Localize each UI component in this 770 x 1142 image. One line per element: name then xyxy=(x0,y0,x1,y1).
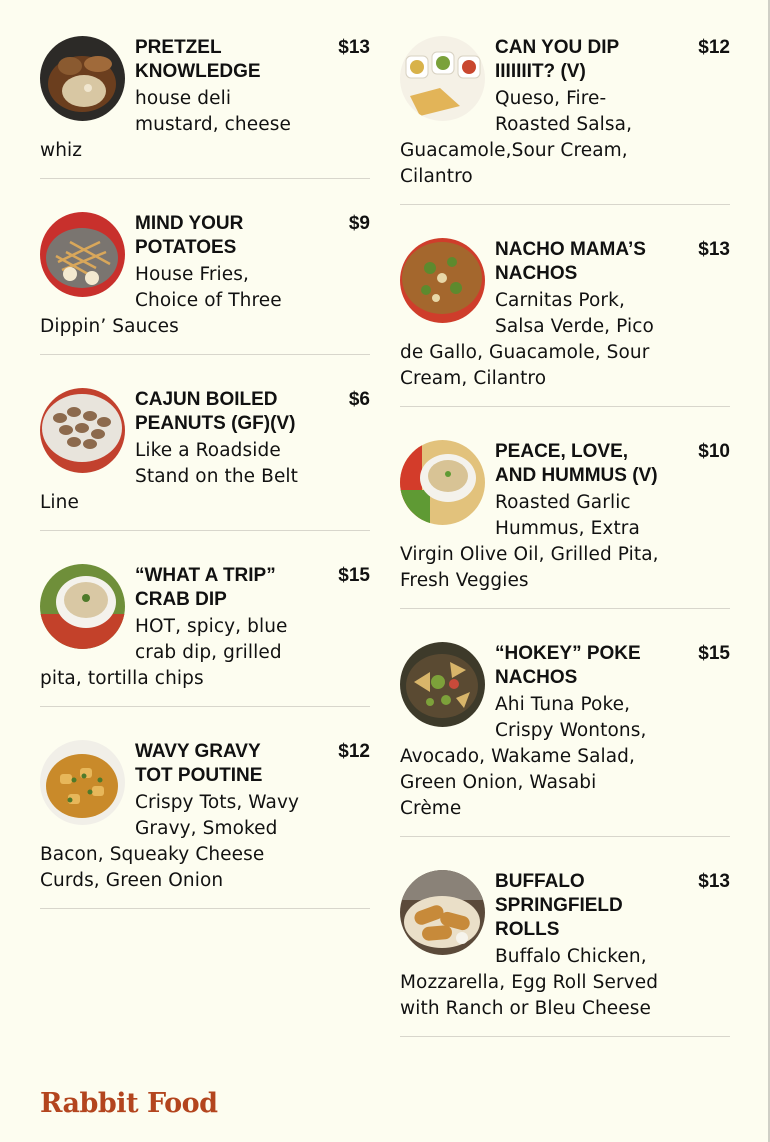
item-description: Like a Roadside Stand on the Belt Line xyxy=(40,440,299,513)
menu-item xyxy=(40,212,370,355)
item-price: $9 xyxy=(348,213,370,234)
poke-nachos-photo-icon xyxy=(400,642,485,727)
item-price: $13 xyxy=(338,37,370,58)
menu-item xyxy=(40,36,370,179)
menu-item xyxy=(40,564,370,707)
item-name: CAJUN BOILED PEANUTS (GF)(V) xyxy=(135,389,296,434)
item-name: WAVY GRAVY TOT POUTINE xyxy=(135,741,263,786)
menu-column-right xyxy=(400,36,730,1070)
item-description: HOT, spicy, blue crab dip, grilled pita, tortilla chips xyxy=(40,616,288,689)
item-price: $12 xyxy=(698,37,730,58)
dips-photo-icon xyxy=(400,36,485,121)
menu-item xyxy=(40,388,370,531)
item-description: Roasted Garlic Hummus, Extra Virgin Olive Oil, Grilled Pita, Fresh Veggies xyxy=(400,492,659,591)
menu-item xyxy=(400,238,730,407)
item-price: $10 xyxy=(698,441,730,462)
item-price: $6 xyxy=(348,389,370,410)
peanuts-photo-icon xyxy=(40,388,125,473)
poutine-photo-icon xyxy=(40,740,125,825)
menu-item xyxy=(400,642,730,837)
item-description: Crispy Tots, Wavy Gravy, Smoked Bacon, Squeaky Cheese Curds, Green Onion xyxy=(40,792,300,891)
egg-rolls-photo-icon xyxy=(400,870,485,955)
item-price: $12 xyxy=(338,741,370,762)
menu-column-left xyxy=(40,36,370,942)
hummus-photo-icon xyxy=(400,440,485,525)
crab-dip-photo-icon xyxy=(40,564,125,649)
item-description: Queso, Fire-Roasted Salsa, Guacamole,Sour Cream, Cilantro xyxy=(400,88,633,187)
item-description: Carnitas Pork, Salsa Verde, Pico de Gallo, Guacamole, Sour Cream, Cilantro xyxy=(400,290,654,389)
nachos-photo-icon xyxy=(400,238,485,323)
menu-item xyxy=(400,36,730,205)
item-name: “HOKEY” POKE NACHOS xyxy=(495,643,641,688)
menu-item xyxy=(400,870,730,1037)
section-title: Rabbit Food xyxy=(40,1088,218,1119)
pretzel-photo-icon xyxy=(40,36,125,121)
item-price: $13 xyxy=(698,239,730,260)
item-description: Ahi Tuna Poke, Crispy Wontons, Avocado, Wakame Salad, Green Onion, Wasabi Crème xyxy=(400,694,647,819)
fries-photo-icon xyxy=(40,212,125,297)
item-name: “WHAT A TRIP” CRAB DIP xyxy=(135,565,276,610)
menu-item xyxy=(40,740,370,909)
item-price: $15 xyxy=(698,643,730,664)
item-description: house deli mustard, cheese whiz xyxy=(40,88,291,161)
item-name: CAN YOU DIP IIIIIIIT? (V) xyxy=(495,37,619,82)
item-name: MIND YOUR POTATOES xyxy=(135,213,244,258)
menu-item xyxy=(400,440,730,609)
item-description: Buffalo Chicken, Mozzarella, Egg Roll Served with Ranch or Bleu Cheese xyxy=(400,946,659,1019)
item-name: BUFFALO SPRINGFIELD ROLLS xyxy=(495,871,623,940)
item-name: NACHO MAMA’S NACHOS xyxy=(495,239,646,284)
item-price: $13 xyxy=(698,871,730,892)
item-name: PEACE, LOVE, AND HUMMUS (V) xyxy=(495,441,658,486)
item-description: House Fries, Choice of Three Dippin’ Sauces xyxy=(40,264,282,337)
item-price: $15 xyxy=(338,565,370,586)
item-name: PRETZEL KNOWLEDGE xyxy=(135,37,261,82)
